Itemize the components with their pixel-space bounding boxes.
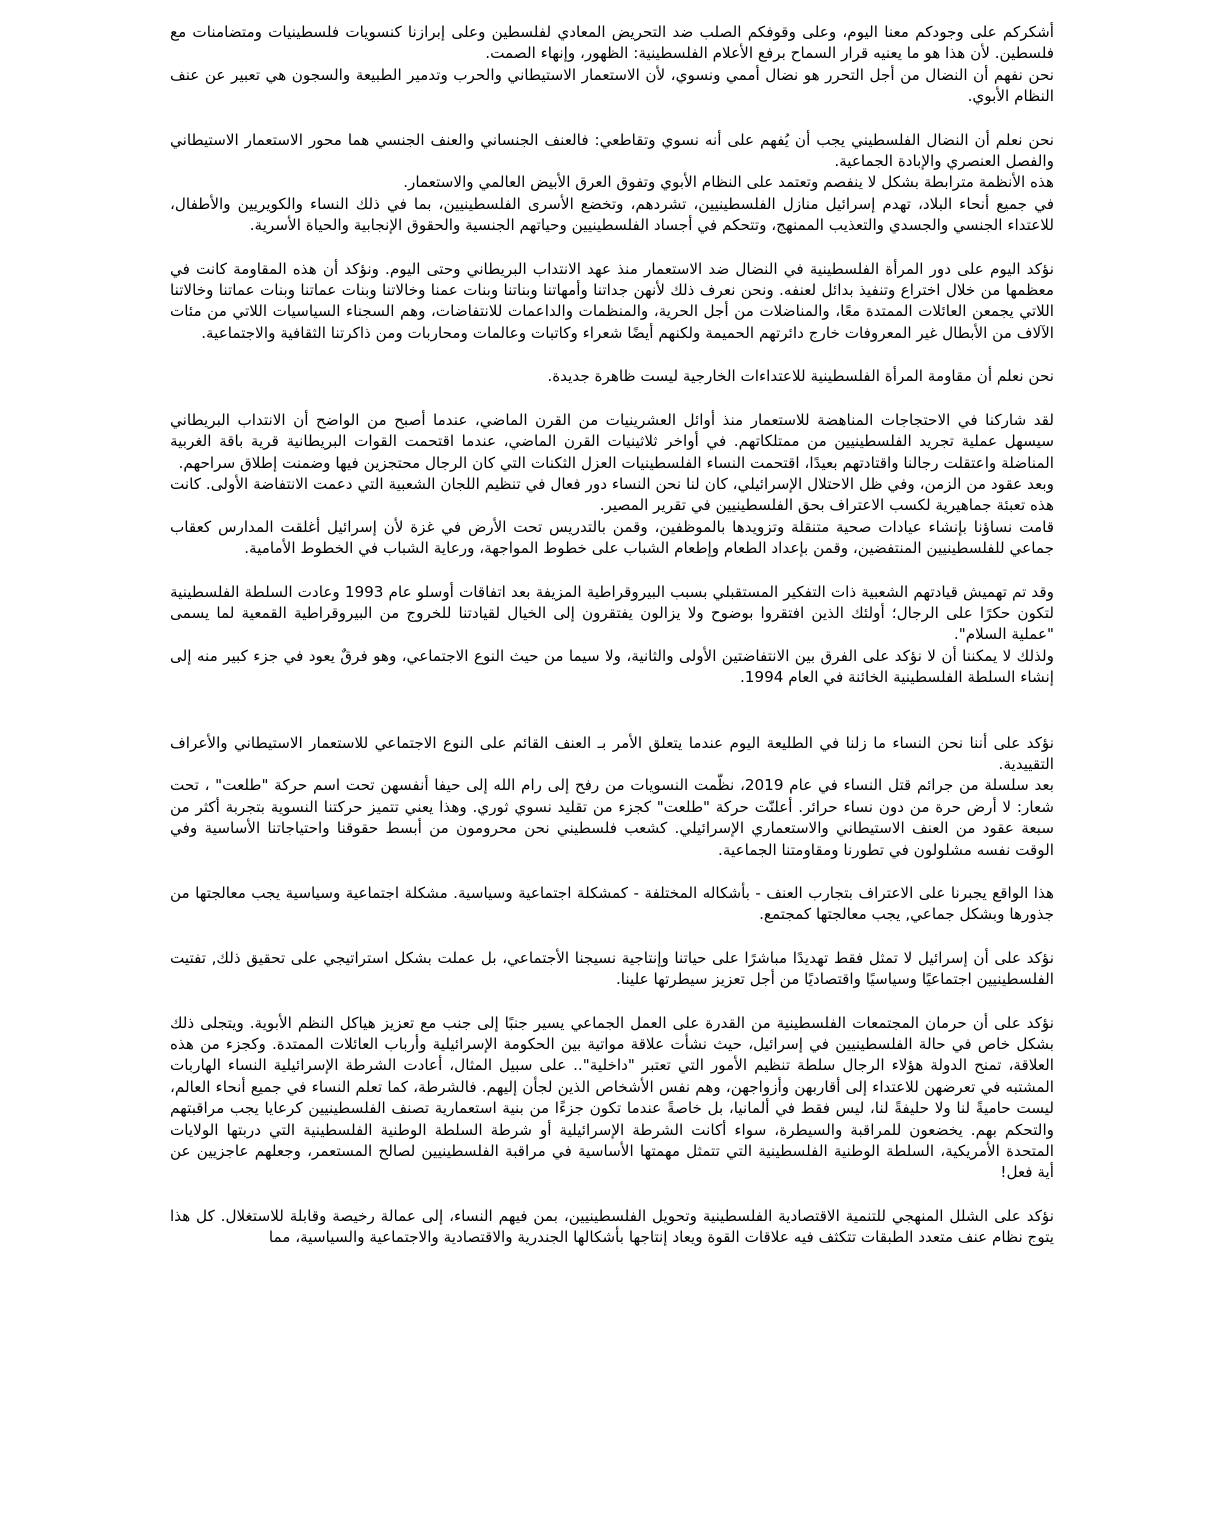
paragraph-intersectional-struggle: نحن نعلم أن النضال الفلسطيني يجب أن يُفهم على أنه نسوي وتقاطعي: فالعنف الجنساني والعنف الجنسي هما محور الاستعمار الاستيطاني والفصل العنصري والإبادة الجماعية. هذه الأنظمة مترابطة بشكل لا ينفصم وتعتمد على النظام الأبوي وتفوق العرق الأبيض العالمي والاستعمار. في جميع أنحاء البلاد، تهدم إسرائيل منازل الفلسطينيين، تشردهم، وتخضع الأسرى الفلسطينيين، بما في ذلك النساء والكويريين والأطفال، للاعتداء الجنسي والجسدي والتعذيب الممنهج، وتتحكم في أجساد الفلسطينيين وحياتهم الجنسية والحقوق الإنجابية والحياة الأسرية. (170, 130, 1054, 235)
paragraph-women-role: نؤكد اليوم على دور المرأة الفلسطينية في النضال ضد الاستعمار منذ عهد الانتداب البريطاني وحتى اليوم. ونؤكد أن هذه المقاومة كانت في معظمها من خلال اختراع وتنفيذ بدائل لعنفه. ونحن نعرف ذلك لأنهن جداتنا وأمهاتنا وبناتنا وبنات عمنا وخالاتنا وبنات عماتنا وبنات عماتنا وخالاتنا اللاتي يجمعن العائلات الممتدة معًا، والمناضلات من أجل الحرية، والمنظمات والداعمات للانتفاضات، وهم السجناء السياسيات اللاتي من مئات الآلاف من الأبطال غير المعروفات خارج دائرتهم الحميمة ولكنهم أيضًا شعراء وكاتبات وعالمات ومحاربات ومن ذاكرتنا الثقافية والاجتماعية. (170, 259, 1054, 342)
document-page (170, 22, 1054, 1522)
paragraph-gap (170, 560, 1054, 582)
paragraph-thanks: أشكركم على وجودكم معنا اليوم، وعلى وقوفكم الصلب ضد التحريض المعادي لفلسطين وعلى إبرازنا كنسويات فلسطينيات ومتضامنات مع فلسطين. لأن هذا هو ما يعنيه قرار السماح برفع الأعلام الفلسطينية: الظهور، وإنهاء الصمت. نحن نفهم أن النضال من أجل التحرر هو نضال أممي ونسوي، لأن الاستعمار الاستيطاني والحرب وتدمير الطبيعة والسجون هي تعبير عن عنف النظام الأبوي. (170, 23, 1054, 106)
paragraph-gap (170, 237, 1054, 259)
paragraph-gap (170, 861, 1054, 883)
paragraph-gap (170, 344, 1054, 366)
paragraph-anti-colonial-protests: لقد شاركنا في الاحتجاجات المناهضة للاستعمار منذ أوائل العشرينيات من القرن الماضي، عندما أصبح من الواضح أن الانتداب البريطاني سيسهل عملية تجريد الفلسطينيين من ممتلكاتهم. في أواخر ثلاثينيات القرن الماضي، عندما اقتحمت القوات البريطانية قرية باقة الغربية المناضلة واعتقلت رجالنا واقتادتهم بعيدًا، اقتحمت النساء الفلسطينيات العزل الثكنات التي كان الرجال محتجزين فيها وضمنت إطلاق سراحهم. وبعد عقود من الزمن، وفي ظل الاحتلال الإسرائيلي، كان لنا نحن النساء دور فعال في تنظيم اللجان الشعبية التي دعمت الانتفاضة الأولى. كانت هذه تعبئة جماهيرية لكسب الاعتراف بحق الفلسطينيين في تقرير المصير. قامت نساؤنا بإنشاء عيادات صحية متنقلة وتزويدها بالموظفين، وقمن بالتدريس تحت الأرض في غزة لأن إسرائيل أغلقت المدارس كعقاب جماعي للفلسطينيين المنتفضين، وقمن بإعداد الطعام وإطعام الشباب على خطوط المواجهة، ورعاية الشباب في الخطوط الأمامية. (170, 410, 1054, 558)
paragraph-economic-paralysis: نؤكد على الشلل المنهجي للتنمية الاقتصادية الفلسطينية وتحويل الفلسطينيين، بمن فيهم النساء، إلى عمالة رخيصة وقابلة للاستغلال. كل هذا يتوج نظام عنف متعدد الطبقات تتكثف فيه علاقات القوة ويعاد إنتاجها بأشكالها الجندرية والاقتصادية والاجتماعية والسياسية، مما (170, 1206, 1054, 1247)
paragraph-violence-recognition: هذا الواقع يجبرنا على الاعتراف بتجارب العنف - بأشكاله المختلفة - كمشكلة اجتماعية وسياسية. مشكلة اجتماعية وسياسية يجب معالجتها من جذورها وبشكل جماعي, يجب معالجتها كمجتمع. (170, 884, 1054, 924)
paragraph-talat-movement: نؤكد على أننا نحن النساء ما زلنا في الطليعة اليوم عندما يتعلق الأمر بـ العنف القائم على النوع الاجتماعي للاستعمار الاستيطاني والأعراف التقييدية. بعد سلسلة من جرائم قتل النساء في عام 2019، نظّمت النسويات من رفح إلى رام الله إلى حيفا أنفسهن تحت اسم حركة "طلعت" ، تحت شعار: لا أرض حرة من دون نساء حرائر. أعلنّت حركة "طلعت" كجزء من تقليد نسوي ثوري. وهذا يعني تتميز حركتنا النسوية بتجربة أكثر من سبعة عقود من العنف الاستيطاني والاستعماري الإسرائيلي. كشعب فلسطيني نحن محرومون من أبسط حقوقنا واحتياجاتنا الأساسية وفي الوقت نفسه مشلولون في تطورنا ومقاومتنا الجماعية. (170, 733, 1054, 859)
paragraph-resistance-not-new: نحن نعلم أن مقاومة المرأة الفلسطينية للاعتداءات الخارجية ليست ظاهرة جديدة. (547, 367, 1054, 386)
paragraph-gap (170, 388, 1054, 410)
paragraph-gap (170, 926, 1054, 948)
paragraph-gap (170, 689, 1054, 733)
paragraph-gap (170, 1184, 1054, 1206)
paragraph-patriarchal-structures: نؤكد على أن حرمان المجتمعات الفلسطينية من القدرة على العمل الجماعي يسير جنبًا إلى جنب مع تعزيز هياكل النظم الأبوية. ويتجلى ذلك بشكل خاص في حالة الفلسطينيين في إسرائيل، حيث نشأت علاقة مواتية بين الحكومة الإسرائيلية وأرباب العائلات الممتدة. وكجزء من هذه العلاقة، تمنح الدولة هؤلاء الرجال سلطة تنظيم الأمور التي تعتبر "داخلية".. على سبيل المثال، أعادت الشرطة الإسرائيلية النساء الهاربات المشتبه في تعرضهن للاعتداء إلى أقاربهن وأزواجهن، وهم نفس الأشخاص الذين لجأن إليهم. فالشرطة، كما تعلم النساء في جميع أنحاء العالم، ليست حاميةً لنا ولا حليفةً لنا، ليس فقط في ألمانيا، بل خاصةً عندما تكون جزءًا من بنية استعمارية تصنف الفلسطينيين كرعايا يجب مراقبتهم والتحكم بهم. يخضعون للمراقبة والسيطرة، سواء أكانت الشرطة الإسرائيلية أو شرطة السلطة الوطنية الفلسطينية التي دربتها الولايات المتحدة الأمريكية، السلطة الوطنية الفلسطينية التي تتمثل مهمتها الأساسية في مراقبة الفلسطينيين لصالح المستعمر، وجعلهم عاجزيين عن أية فعل! (170, 1013, 1054, 1182)
paragraph-gap (170, 991, 1054, 1013)
paragraph-gap (170, 108, 1054, 130)
paragraph-fragmentation: نؤكد على أن إسرائيل لا تمثل فقط تهديدًا مباشرًا على حياتنا وإنتاجية نسيجنا الأجتماعي، بل عملت بشكل استراتيجي على تحقيق ذلك, تفتيت الفلسطينيين اجتماعيًا وسياسيًا واقتصاديًا من أجل تعزيز سيطرتها علينا. (170, 948, 1054, 989)
paragraph-oslo-marginalization: وقد تم تهميش قيادتهم الشعبية ذات التفكير المستقبلي بسبب البيروقراطية المزيفة بعد اتفاقات أوسلو عام 1993 وعادت السلطة الفلسطينية لتكون حكرًا على الرجال؛ أولئك الذين افتقروا بوضوح ولا يزالون يفتقرون إلى الخيال لقيادتنا للخروج من البيروقراطية القمعية لما يسمى "عملية السلام". ولذلك لا يمكننا أن لا نؤكد على الفرق بين الانتفاضتين الأولى والثانية، ولا سيما من حيث النوع الاجتماعي، وهو فرقٌ يعود في جزء كبير منه إلى إنشاء السلطة الفلسطينية الخائنة في العام 1994. (170, 582, 1054, 687)
